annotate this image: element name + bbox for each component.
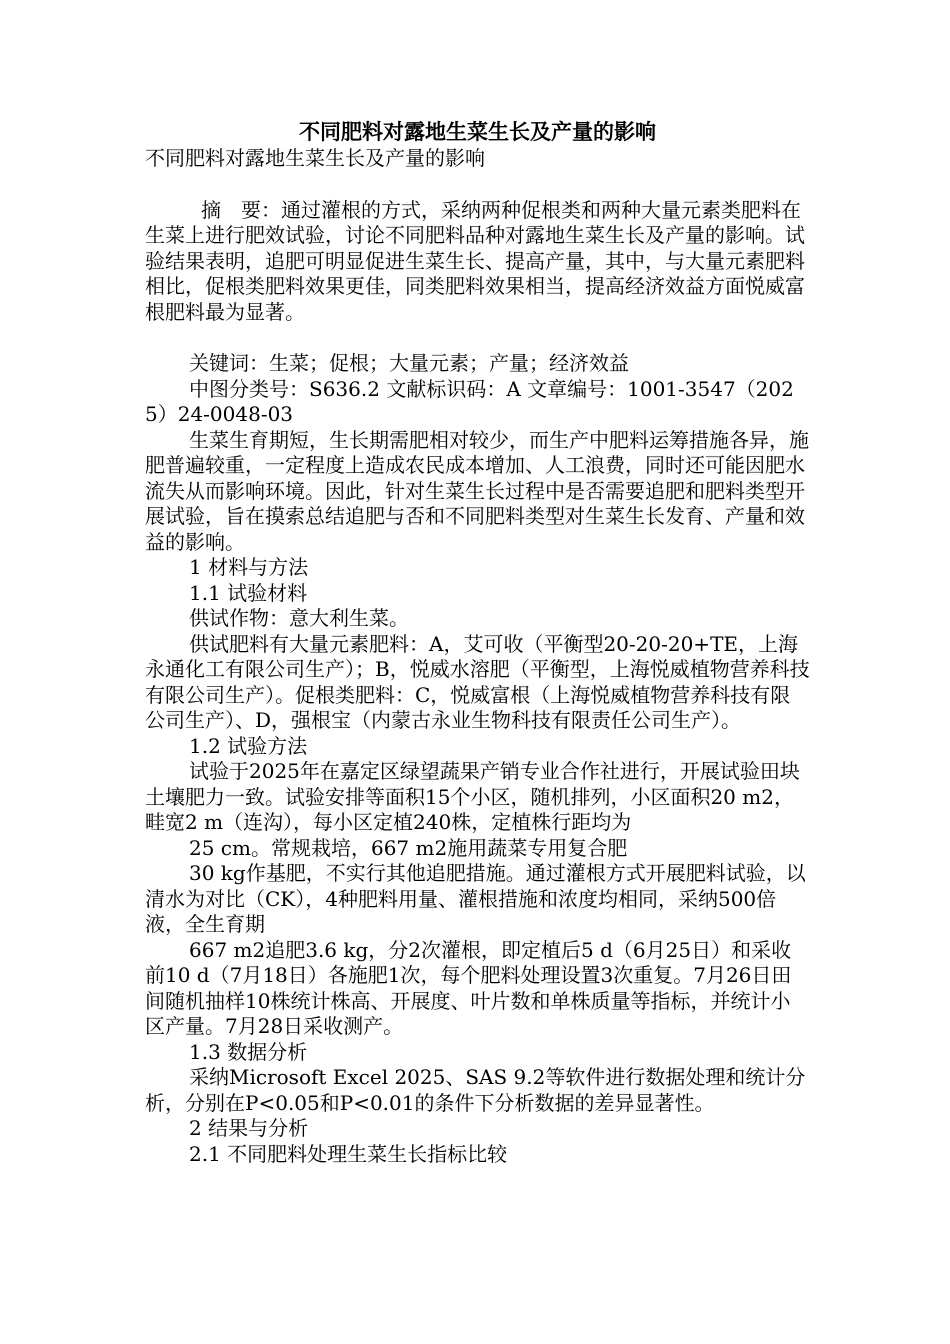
- spacer: [145, 172, 810, 198]
- abstract-paragraph: 摘 要：通过灌根的方式，采纳两种促根类和两种大量元素类肥料在生菜上进行肥效试验，讨论不同肥料品种对露地生菜生长及产量的影响。试验结果表明，追肥可明显促进生菜生长、提高产量，其中，与大量元素肥料相比，促根类肥料效果更佳，同类肥料效果相当，提高经济效益方面悦威富根肥料最为显著。: [145, 197, 805, 324]
- body-paragraph: 试验于2025年在嘉定区绿望蔬果产销专业合作社进行，开展试验田块土壤肥力一致。试验安排等面积15个小区，随机排列，小区面积20 m2，畦宽2 m（连沟），每小区定植240株，定植株行距均为: [145, 759, 800, 834]
- keywords-line: 关键词：生菜；促根；大量元素；产量；经济效益: [189, 351, 629, 375]
- section-heading: 2 结果与分析: [189, 1116, 309, 1140]
- subsection-heading: 1.3 数据分析: [189, 1039, 308, 1064]
- section-heading: 1 材料与方法: [189, 555, 309, 579]
- subsection-heading: 1.2 试验方法: [189, 733, 308, 758]
- body-paragraph: 采纳Microsoft Excel 2025、SAS 9.2等软件进行数据处理和统计分析，分别在P<0.05和P<0.01的条件下分析数据的差异显著性。: [145, 1065, 806, 1115]
- body-paragraph: 供试肥料有大量元素肥料：A，艾可收（平衡型20-20-20+TE，上海永通化工有限公司生产）；B，悦威水溶肥（平衡型，上海悦威植物营养科技有限公司生产）。促根类肥料：C，悦威富根（上海悦威植物营养科技有限公司生产）、D，强根宝（内蒙古永业生物科技有限责任公司生产）。: [145, 631, 810, 732]
- document-subtitle: 不同肥料对露地生菜生长及产量的影响: [145, 146, 485, 170]
- subsection-heading: 2.1 不同肥料处理生菜生长指标比较: [189, 1141, 508, 1166]
- subsection-heading: 1.1 试验材料: [189, 580, 308, 605]
- classification-line: 中图分类号：S636.2 文献标识码：A 文章编号：1001-3547（2025）24-0048-03: [145, 376, 794, 426]
- body-paragraph: 30 kg作基肥，不实行其他追肥措施。通过灌根方式开展肥料试验，以清水为对比（CK），4种肥料用量、灌根措施和浓度均相同，采纳500倍液，全生育期: [145, 861, 806, 936]
- body-paragraph: 供试作物：意大利生菜。: [189, 606, 409, 630]
- document-title: 不同肥料对露地生菜生长及产量的影响: [299, 119, 656, 144]
- body-paragraph: 25 cm。常规栽培，667 m2施用蔬菜专用复合肥: [189, 835, 628, 860]
- document-page: [145, 118, 810, 1167]
- spacer: [145, 325, 810, 351]
- body-paragraph: 生菜生育期短，生长期需肥相对较少，而生产中肥料运筹措施各异，施肥普遍较重，一定程度上造成农民成本增加、人工浪费，同时还可能因肥水流失从而影响环境。因此，针对生菜生长过程中是否需要追肥和肥料类型开展试验，旨在摸索总结追肥与否和不同肥料类型对生菜生长发育、产量和效益的影响。: [145, 427, 809, 554]
- body-paragraph: 667 m2追肥3.6 kg，分2次灌根，即定植后5 d（6月25日）和采收前10 d（7月18日）各施肥1次，每个肥料处理设置3次重复。7月26日田间随机抽样10株统计株高、开展度、叶片数和单株质量等指标，并统计小区产量。7月28日采收测产。: [145, 937, 792, 1038]
